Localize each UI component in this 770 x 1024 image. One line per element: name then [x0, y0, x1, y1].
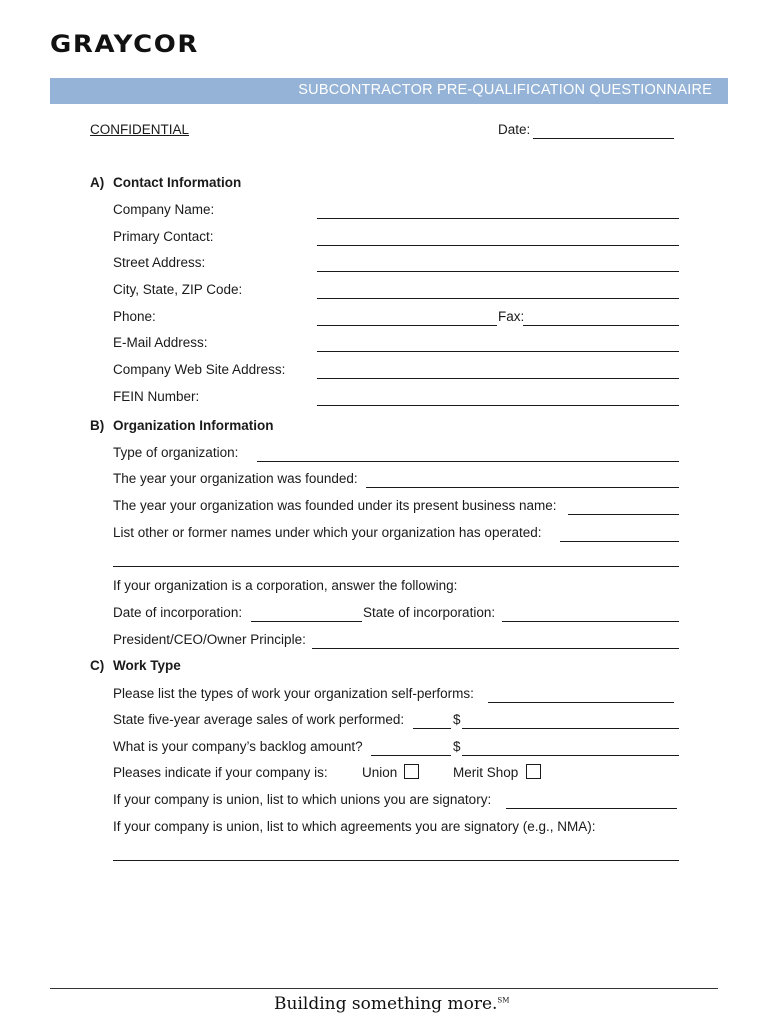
- agreements-signatory-field[interactable]: [113, 860, 679, 861]
- self-performs-field[interactable]: [488, 702, 674, 703]
- state-incorporation-label: State of incorporation:: [363, 605, 496, 620]
- date-incorporation-field[interactable]: [251, 621, 362, 622]
- phone-field[interactable]: [317, 325, 497, 326]
- year-founded-label: The year your organization was founded:: [113, 471, 358, 486]
- backlog-field[interactable]: [462, 755, 679, 756]
- street-address-field[interactable]: [317, 271, 679, 272]
- fein-field[interactable]: [317, 405, 679, 406]
- year-present-name-field[interactable]: [568, 514, 679, 515]
- year-present-name-label: The year your organization was founded under its present business name:: [113, 498, 557, 513]
- primary-contact-field[interactable]: [317, 245, 679, 246]
- section-a-letter: A): [90, 175, 105, 190]
- tagline-text: Building something more.: [274, 994, 498, 1014]
- phone-label: Phone:: [113, 309, 156, 324]
- service-mark: SM: [497, 996, 510, 1005]
- section-a-heading: Contact Information: [113, 175, 242, 190]
- fax-label: Fax:: [498, 309, 525, 324]
- union-label: Union: [362, 765, 398, 780]
- company-name-label: Company Name:: [113, 202, 215, 217]
- website-field[interactable]: [317, 378, 679, 379]
- title-banner: [50, 78, 728, 104]
- date-incorporation-label: Date of incorporation:: [113, 605, 243, 620]
- section-b-heading: Organization Information: [113, 418, 274, 433]
- backlog-label: What is your company’s backlog amount?: [113, 739, 363, 754]
- date-field[interactable]: [533, 138, 674, 139]
- section-b-letter: B): [90, 418, 105, 433]
- graycor-logo: GRAYCOR: [50, 30, 200, 58]
- corporation-intro: If your organization is a corporation, answer the following:: [113, 578, 458, 593]
- website-label: Company Web Site Address:: [113, 362, 286, 377]
- average-sales-label: State five-year average sales of work performed:: [113, 712, 405, 727]
- president-label: President/CEO/Owner Principle:: [113, 632, 306, 647]
- company-type-label: Pleases indicate if your company is:: [113, 765, 328, 780]
- footer-divider: [50, 988, 718, 989]
- company-name-field[interactable]: [317, 218, 679, 219]
- fax-field[interactable]: [523, 325, 679, 326]
- backlog-blank[interactable]: [371, 755, 451, 756]
- backlog-dollar: $: [453, 739, 461, 754]
- fein-label: FEIN Number:: [113, 389, 200, 404]
- email-label: E-Mail Address:: [113, 335, 208, 350]
- date-label: Date:: [498, 122, 531, 137]
- org-type-field[interactable]: [257, 461, 679, 462]
- section-c-heading: Work Type: [113, 658, 181, 673]
- email-field[interactable]: [317, 351, 679, 352]
- agreements-signatory-label: If your company is union, list to which agreements you are signatory (e.g., NMA):: [113, 819, 596, 834]
- city-state-zip-field[interactable]: [317, 298, 679, 299]
- city-state-zip-label: City, State, ZIP Code:: [113, 282, 243, 297]
- self-performs-label: Please list the types of work your organization self-performs:: [113, 686, 474, 701]
- union-checkbox[interactable]: [404, 764, 419, 779]
- section-c-letter: C): [90, 658, 105, 673]
- merit-shop-checkbox[interactable]: [526, 764, 541, 779]
- org-type-label: Type of organization:: [113, 445, 239, 460]
- former-names-label: List other or former names under which your organization has operated:: [113, 525, 542, 540]
- average-sales-dollar: $: [453, 712, 461, 727]
- footer-tagline: [274, 994, 509, 1014]
- average-sales-blank[interactable]: [413, 728, 451, 729]
- merit-shop-label: Merit Shop: [453, 765, 519, 780]
- former-names-field[interactable]: [560, 541, 679, 542]
- president-field[interactable]: [312, 648, 679, 649]
- page-title: SUBCONTRACTOR PRE-QUALIFICATION QUESTIONNAIRE: [298, 82, 712, 98]
- unions-signatory-label: If your company is union, list to which unions you are signatory:: [113, 792, 492, 807]
- year-founded-field[interactable]: [366, 487, 679, 488]
- average-sales-field[interactable]: [462, 728, 679, 729]
- confidential-label: CONFIDENTIAL: [90, 122, 190, 137]
- primary-contact-label: Primary Contact:: [113, 229, 214, 244]
- state-incorporation-field[interactable]: [502, 621, 679, 622]
- unions-signatory-field[interactable]: [506, 808, 677, 809]
- former-names-field-continued[interactable]: [113, 566, 679, 567]
- street-address-label: Street Address:: [113, 255, 206, 270]
